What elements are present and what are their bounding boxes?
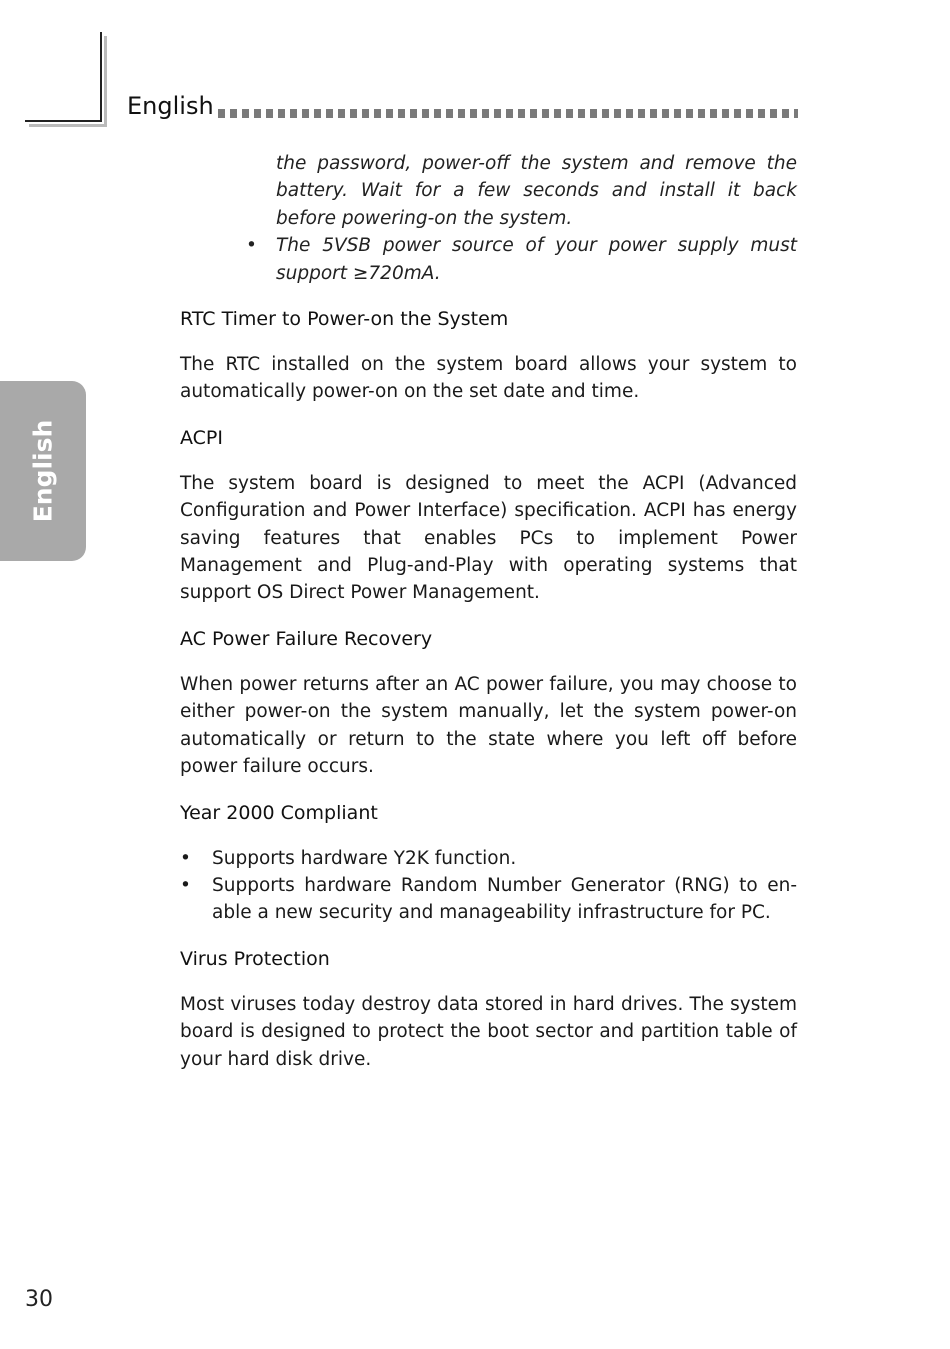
section-heading-virus-protection: Virus Protection xyxy=(180,947,330,970)
section-body-ac-power-failure: When power returns after an AC power failure, you may choose to either power-on the system manually, let the system power-on automatically or return to the state where you left off before power failure occurs. xyxy=(180,673,797,778)
y2k-bullet-list xyxy=(180,845,797,927)
continued-note-text: the password, power-off the system and remove the battery. Wait for a few seconds and install it back before powering-on the system. xyxy=(276,153,797,229)
page-content xyxy=(180,150,797,1073)
corner-mark-shadow-horizontal xyxy=(29,124,107,127)
continued-note xyxy=(276,150,797,287)
section-heading-rtc-timer: RTC Timer to Power-on the System xyxy=(180,308,509,331)
page-number: 30 xyxy=(25,1287,53,1312)
header-dotted-rule xyxy=(218,109,798,118)
corner-mark-shadow-vertical xyxy=(104,36,107,126)
corner-mark-horizontal xyxy=(25,120,102,122)
list-item: • Supports hardware Random Number Generator (RNG) to en-able a new security and manageability infrastructure for PC. xyxy=(212,872,797,927)
corner-mark-vertical xyxy=(100,32,102,122)
section-heading-y2k: Year 2000 Compliant xyxy=(180,801,378,824)
section-heading-acpi: ACPI xyxy=(180,426,223,449)
section-body-acpi: The system board is designed to meet the ACPI (Advanced Configuration and Power Interface) specification. ACPI has energy saving features that enables PCs to implement Power Management and Plug-and-Play with operating systems that support OS Direct Power Management. xyxy=(180,472,797,604)
header-title: English xyxy=(127,92,214,120)
side-tab-label: English xyxy=(28,419,58,523)
list-item: • Supports hardware Y2K function. xyxy=(212,845,797,872)
section-body-rtc-timer: The RTC installed on the system board allows your system to automatically power-on on the set date and time. xyxy=(180,354,797,403)
continued-note-list xyxy=(276,232,797,287)
section-body-virus-protection: Most viruses today destroy data stored in hard drives. The system board is designed to protect the boot sector and partition table of your hard disk drive. xyxy=(180,993,797,1070)
section-heading-ac-power-failure: AC Power Failure Recovery xyxy=(180,627,433,650)
continued-note-bullet: • The 5VSB power source of your power supply must support ≥720mA. xyxy=(276,232,797,287)
